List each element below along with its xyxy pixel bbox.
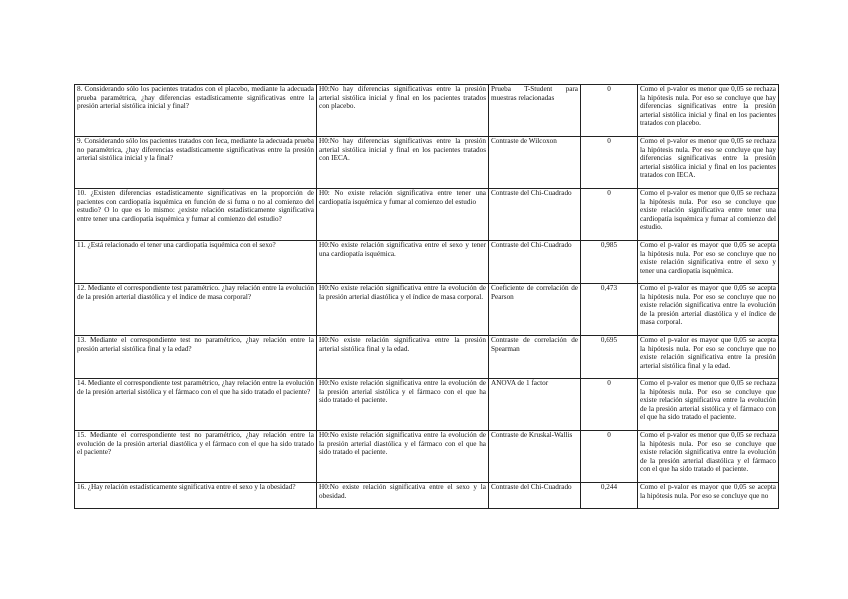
conclusion-cell: Como el p-valor es menor que 0,05 se rechaza la hipótesis nula. Por eso se concluye que existe relación significativa entre la evolución de la presión arterial diastólica y el fármaco con el que ha sido tratado el paciente. — [638, 431, 779, 483]
test-cell: Contraste del Chi-Cuadrado — [489, 241, 581, 284]
test-cell: Contraste del Chi-Cuadrado — [489, 189, 581, 241]
pvalue-cell: 0,473 — [581, 284, 638, 336]
hypothesis-cell: H0:No existe relación significativa entre la evolución de la presión arterial diastólica y el fármaco con el que ha sido tratado el paciente. — [317, 431, 489, 483]
conclusion-cell: Como el p-valor es mayor que 0,05 se acepta la hipótesis nula. Por eso se concluye que no existe relación significativa entre la evolución de la presión arterial diastólica y el índice de masa corporal. — [638, 284, 779, 336]
question-cell: 12. Mediante el correspondiente test paramétrico. ¿hay relación entre la evolución de la presión arterial diastólica y el índice de masa corporal? — [75, 284, 317, 336]
table-row — [75, 284, 779, 336]
table-row — [75, 336, 779, 379]
pvalue-cell: 0 — [581, 379, 638, 431]
statistics-results-table — [74, 84, 779, 509]
conclusion-cell: Como el p-valor es menor que 0,05 se rechaza la hipótesis nula. Por eso se concluye que existe relación significativa entre la evolución de la presión arterial sistólica y el fármaco con el que ha sido tratado el paciente. — [638, 379, 779, 431]
hypothesis-cell: H0:No existe relación significativa entre la presión arterial sistólica final y la edad. — [317, 336, 489, 379]
conclusion-cell: Como el p-valor es menor que 0,05 se rechaza la hipótesis nula. Por eso se concluye que hay diferencias significativas entre la presión arterial sistólica inicial y final en los pacientes tratados con placebo. — [638, 85, 779, 137]
question-cell: 9. Considerando sólo los pacientes tratados con Ieca, mediante la adecuada prueba no paramétrica, ¿hay diferencias estadísticamente significativas entre la presión arterial sistólica inicial y la final? — [75, 137, 317, 189]
hypothesis-cell: H0:No existe relación significativa entre la evolución de la presión arterial diastólica y el índice de masa corporal. — [317, 284, 489, 336]
conclusion-cell: Como el p-valor es menor que 0,05 se rechaza la hipótesis nula. Por eso se concluye que existe relación significativa entre tener una cardiopatía isquémica y fumar al comienzo del estudio. — [638, 189, 779, 241]
test-cell: Contraste de Wilcoxon — [489, 137, 581, 189]
conclusion-cell: Como el p-valor es mayor que 0,05 se acepta la hipótesis nula. Por eso se concluye que no existe relación significativa entre el sexo y tener una cardiopatía isquémica. — [638, 241, 779, 284]
test-cell: Contraste de Kruskal-Wallis — [489, 431, 581, 483]
conclusion-cell: Como el p-valor es mayor que 0,05 se acepta la hipótesis nula. Por eso se concluye que no — [638, 483, 779, 509]
hypothesis-cell: H0:No existe relación significativa entre la evolución de la presión arterial sistólica y el fármaco con el que ha sido tratado el paciente. — [317, 379, 489, 431]
hypothesis-cell: H0:No existe relación significativa entre el sexo y la obesidad. — [317, 483, 489, 509]
conclusion-cell: Como el p-valor es menor que 0,05 se rechaza la hipótesis nula. Por eso se concluye que hay diferencias significativas entre la presión arterial sistólica inicial y final en los pacientes tratados con IECA. — [638, 137, 779, 189]
question-cell: 16. ¿Hay relación estadísticamente significativa entre el sexo y la obesidad? — [75, 483, 317, 509]
test-cell: Prueba T-Student para muestras relacionadas — [489, 85, 581, 137]
table-row — [75, 379, 779, 431]
pvalue-cell: 0 — [581, 189, 638, 241]
hypothesis-cell: H0:No hay diferencias significativas entre la presión arterial sistólica inicial y final en los pacientes tratados con placebo. — [317, 85, 489, 137]
hypothesis-cell: H0:No existe relación significativa entre el sexo y tener una cardiopatía isquémica. — [317, 241, 489, 284]
pvalue-cell: 0,695 — [581, 336, 638, 379]
question-cell: 10. ¿Existen diferencias estadísticamente significativas en la proporción de pacientes con cardiopatía isquémica en función de si fuma o no al comienzo del estudio? O lo que es lo mismo: ¿existe relación estadísticamente significativa entre tener una cardiopatía isquémica y fumar al comienzo del estudio? — [75, 189, 317, 241]
question-cell: 8. Considerando sólo los pacientes tratados con el placebo, mediante la adecuada prueba paramétrica, ¿hay diferencias estadísticamente significativas entre la presión arterial sistólica inicial y final? — [75, 85, 317, 137]
pvalue-cell: 0 — [581, 85, 638, 137]
table-row — [75, 431, 779, 483]
hypothesis-cell: H0:No hay diferencias significativas entre la presión arterial sistólica inicial y final en los pacientes tratados con IECA. — [317, 137, 489, 189]
table-row — [75, 85, 779, 137]
question-cell: 15. Mediante el correspondiente test no paramétrico, ¿hay relación entre la evolución de la presión arterial diastólica y el fármaco con el que ha sido tratado el paciente? — [75, 431, 317, 483]
question-cell: 11. ¿Está relacionado el tener una cardiopatía isquémica con el sexo? — [75, 241, 317, 284]
conclusion-cell: Como el p-valor es mayor que 0,05 se acepta la hipótesis nula. Por eso se concluye que no existe relación significativa entre la presión arterial sistólica final y la edad. — [638, 336, 779, 379]
pvalue-cell: 0 — [581, 431, 638, 483]
test-cell: Contraste de correlación de Spearman — [489, 336, 581, 379]
test-cell: ANOVA de 1 factor — [489, 379, 581, 431]
hypothesis-cell: H0: No existe relación significativa entre tener una cardiopatía isquémica y fumar al comienzo del estudio — [317, 189, 489, 241]
table-row — [75, 241, 779, 284]
pvalue-cell: 0,244 — [581, 483, 638, 509]
question-cell: 13. Mediante el correspondiente test no paramétrico, ¿hay relación entre la presión arterial sistólica final y la edad? — [75, 336, 317, 379]
table-row — [75, 483, 779, 509]
table-row — [75, 189, 779, 241]
test-cell: Coeficiente de correlación de Pearson — [489, 284, 581, 336]
question-cell: 14. Mediante el correspondiente test paramétrico, ¿hay relación entre la evolución de la presión arterial sistólica y el fármaco con el que ha sido tratado el paciente? — [75, 379, 317, 431]
test-cell: Contraste del Chi-Cuadrado — [489, 483, 581, 509]
pvalue-cell: 0,985 — [581, 241, 638, 284]
table-row — [75, 137, 779, 189]
pvalue-cell: 0 — [581, 137, 638, 189]
